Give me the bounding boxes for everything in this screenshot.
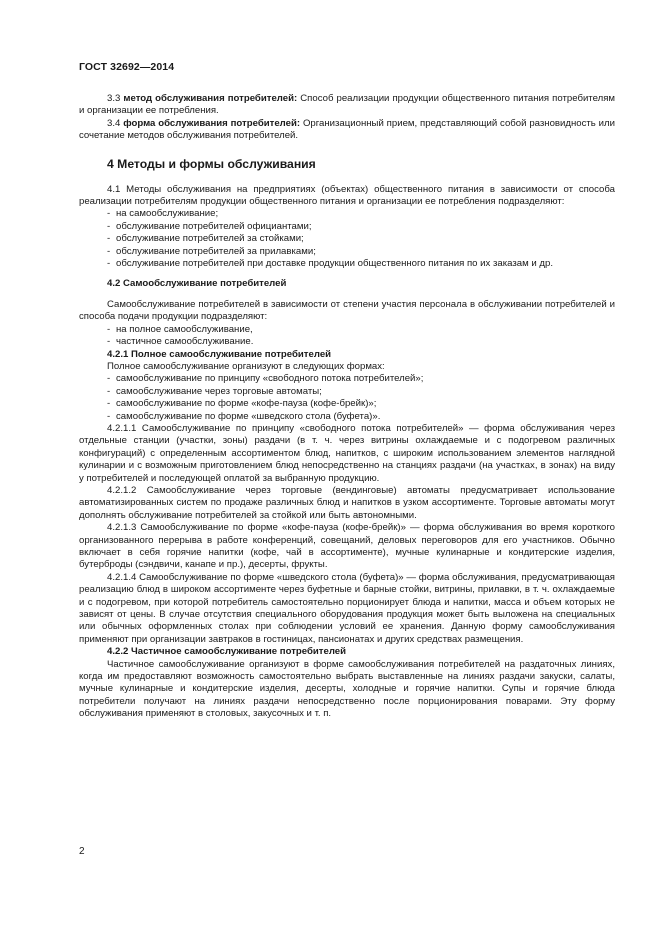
list-item: - обслуживание потребителей за прилавками; bbox=[107, 245, 316, 257]
list-item: - самообслуживание по форме «кофе-пауза (кофе-брейк)»; bbox=[107, 398, 377, 410]
term-number: 3.4 bbox=[107, 117, 121, 129]
list-item: - обслуживание потребителей при доставке продукции общественного питания по их заказам и др. bbox=[107, 258, 553, 270]
list-item: - обслуживание потребителей за стойками; bbox=[107, 233, 304, 245]
list-item: - на самообслуживание; bbox=[107, 208, 219, 220]
term-definition: Способ реализации продукции общественного питания потребителям и организации ее потребления. bbox=[79, 93, 615, 117]
paragraph-4-1: 4.1 Методы обслуживания на предприятиях (объектах) общественного питания в зависимости от способа реализации потребителям продукции общественного питания и организации ее потребления подразделяют: bbox=[79, 183, 615, 208]
methods-list bbox=[79, 208, 615, 270]
list-item: - обслуживание потребителей официантами; bbox=[107, 220, 312, 232]
paragraph-4-2-1-4: 4.2.1.4 Самообслуживание по форме «шведского стола (буфета)» — форма обслуживания, предусматривающая реализацию блюд в широком ассортименте через буфетные и барные стойки, витрины, прилавки, в т. ч. охлаждаемые и с подогревом, при которой потребитель самостоятельно порционирует блюда и напитки, масса и объем которых не зависят от цены. В случае отсутствия специального оборудования продукция может быть выложена на специальных или обычных оформленных столах при соблюдении условий ее хранения. Данную форму самообслуживания применяют при организации завтраков в гостиницах, пансионатах и других средствах размещения. bbox=[79, 571, 615, 645]
term-name: метод обслуживания потребителей: bbox=[123, 93, 298, 104]
section-4-2-1-title: 4.2.1 Полное самообслуживание потребителей bbox=[107, 348, 332, 360]
list-item: - самообслуживание по форме «шведского стола (буфета)». bbox=[107, 410, 381, 422]
term-3-3 bbox=[79, 93, 615, 118]
term-definition: Организационный прием, представляющий собой разновидность или сочетание методов обслуживания потребителей. bbox=[79, 117, 615, 142]
list-item: - частичное самообслуживание. bbox=[107, 336, 254, 348]
term-name: форма обслуживания потребителей: bbox=[123, 117, 301, 129]
paragraph-4-2-1-intro: Полное самообслуживание организуют в следующих формах: bbox=[107, 360, 385, 372]
section-4-2-2-title: 4.2.2 Частичное самообслуживание потребителей bbox=[107, 646, 347, 658]
section-4-2-title: 4.2 Самообслуживание потребителей bbox=[107, 278, 287, 290]
self-service-types-list bbox=[79, 324, 615, 349]
section-4-title: 4 Методы и формы обслуживания bbox=[107, 156, 316, 171]
paragraph-4-2-1-2: 4.2.1.2 Самообслуживание через торговые (вендинговые) автоматы предусматривает использование автоматизированных систем по продаже различных блюд и напитков в узком ассортименте. Торговые автоматы могут дополнять обслуживание потребителей за стойкой или быть автономными. bbox=[79, 484, 615, 521]
page-number: 2 bbox=[79, 846, 85, 857]
document-header: ГОСТ 32692—2014 bbox=[79, 61, 175, 73]
list-item: - на полное самообслуживание, bbox=[107, 323, 253, 335]
list-item: - самообслуживание через торговые автоматы; bbox=[107, 385, 322, 397]
term-number: 3.3 bbox=[107, 93, 121, 104]
list-item: - самообслуживание по принципу «свободного потока потребителей»; bbox=[107, 373, 424, 385]
term-3-4 bbox=[79, 118, 615, 143]
paragraph-4-2-intro: Самообслуживание потребителей в зависимости от степени участия персонала в обслуживании потребителей и способа подачи продукции подразделяют: bbox=[79, 298, 615, 323]
full-self-service-forms-list bbox=[79, 373, 615, 423]
paragraph-4-2-1-1: 4.2.1.1 Самообслуживание по принципу «свободного потока потребителей» — форма обслуживания через отдельные станции (участки, зоны) раздачи (в т. ч. через витрины охлаждаемые и с подогревом различных конфигураций) с определенным ассортиментом блюд, напитков, с широким использованием элементов наглядной кулинарии и с возможным приготовлением блюд непосредственно на станциях раздачи (на участках, в зонах) на виду у потребителей и последующей оплатой за выбранную продукцию. bbox=[79, 422, 615, 484]
paragraph-4-2-2: Частичное самообслуживание организуют в форме самообслуживания потребителей на раздаточных линиях, когда им предоставляют возможность самостоятельно выбрать выставленные на линиях раздачи закуски, салаты, мучные кулинарные и кондитерские изделия, десерты, холодные и горячие напитки. Супы и горячие блюда потребители получают на линиях раздачи непосредственно после порционирования поварами. Эту форму обслуживания применяют в столовых, закусочных и т. п. bbox=[79, 658, 615, 720]
paragraph-4-2-1-3: 4.2.1.3 Самообслуживание по форме «кофе-пауза (кофе-брейк)» — форма обслуживания во время короткого организованного перерыва в работе конференций, совещаний, деловых переговоров для его участников. Обычно включает в себя горячие напитки (кофе, чай в ассортименте), мучные кулинарные и кондитерские изделия, бутерброды (сэндвичи, канапе и пр.), десерты, фрукты. bbox=[79, 522, 615, 571]
document-body bbox=[79, 93, 615, 721]
